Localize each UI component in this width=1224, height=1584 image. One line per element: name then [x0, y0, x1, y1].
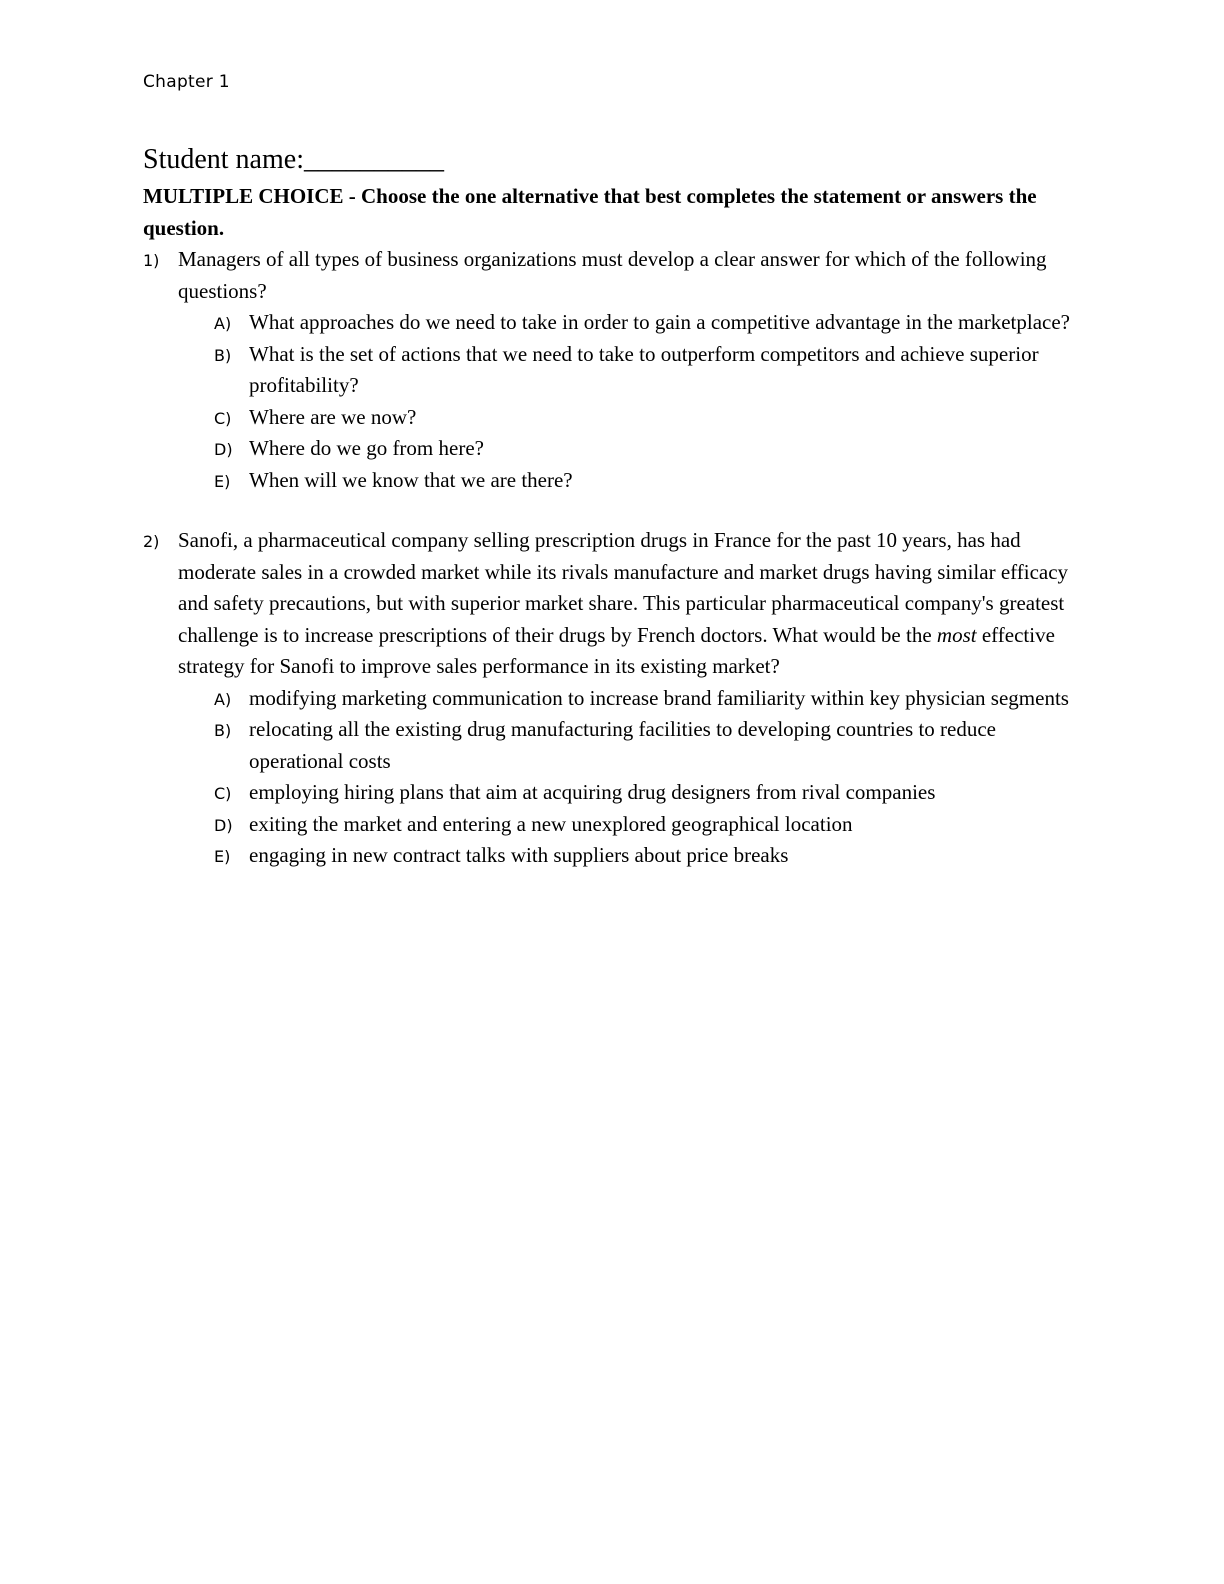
option-label: A)	[214, 689, 232, 709]
option-label: E)	[214, 847, 231, 866]
question-text-emphasis: most	[936, 622, 977, 647]
option-label: B)	[214, 721, 232, 740]
exam-content	[143, 140, 1083, 872]
option-label: E)	[214, 471, 231, 491]
student-name-label: Student name:	[143, 144, 304, 175]
option-d	[214, 809, 1083, 841]
option-text: Where do we go from here?	[249, 436, 484, 460]
option-c	[214, 402, 1083, 434]
option-c	[214, 777, 1083, 809]
option-text: Where are we now?	[249, 404, 417, 429]
option-text: When will we know that we are there?	[249, 467, 573, 492]
question-number: 1)	[143, 251, 160, 270]
option-label: C)	[214, 784, 232, 803]
option-b	[214, 339, 1083, 402]
option-e	[214, 840, 1083, 872]
instructions: MULTIPLE CHOICE - Choose the one alternative that best completes the statement or answers the question.	[143, 184, 1037, 240]
option-label: B)	[214, 345, 232, 365]
option-text: What approaches do we need to take in order to gain a competitive advantage in the marketplace?	[249, 310, 1070, 334]
option-text: relocating all the existing drug manufacturing facilities to developing countries to reduce operational costs	[249, 717, 997, 773]
option-text: engaging in new contract talks with suppliers about price breaks	[249, 843, 789, 867]
question-2	[143, 525, 1083, 872]
option-e	[214, 465, 1083, 497]
option-label: D)	[214, 815, 233, 835]
question-text-start: Sanofi, a pharmaceutical company selling prescription drugs in France for the past 10 years, has had moderate sales in a crowded market while its rivals manufacture and market drugs having similar efficacy and safety precautions, but with superior market share. This particular pharmaceutical company's greatest challenge is to increase prescriptions of their drugs by French doctors. What would be the	[178, 528, 1069, 647]
option-b	[214, 714, 1083, 777]
question-1	[143, 244, 1083, 496]
option-label: D)	[214, 440, 233, 459]
question-text-end: effective strategy for Sanofi to improve sales performance in its existing market?	[178, 622, 1055, 678]
option-a	[214, 307, 1083, 339]
option-text: What is the set of actions that we need to take to outperform competitors and achieve superior profitability?	[249, 341, 1039, 397]
question-text	[178, 525, 1083, 683]
option-label: C)	[214, 408, 232, 428]
page-header: Chapter 1	[143, 72, 230, 92]
option-text: modifying marketing communication to increase brand familiarity within key physician segments	[249, 685, 1069, 710]
option-text: exiting the market and entering a new unexplored geographical location	[249, 811, 853, 836]
option-d	[214, 433, 1083, 465]
option-list	[214, 683, 1083, 872]
student-name-line	[143, 140, 1083, 180]
option-a	[214, 683, 1083, 715]
option-text: employing hiring plans that aim at acquiring drug designers from rival companies	[249, 780, 936, 804]
option-label: A)	[214, 314, 232, 333]
option-list	[214, 307, 1083, 496]
question-number: 2)	[143, 532, 160, 551]
question-text: Managers of all types of business organizations must develop a clear answer for which of the following questions?	[178, 247, 1047, 303]
student-name-blank: __________	[303, 144, 444, 175]
